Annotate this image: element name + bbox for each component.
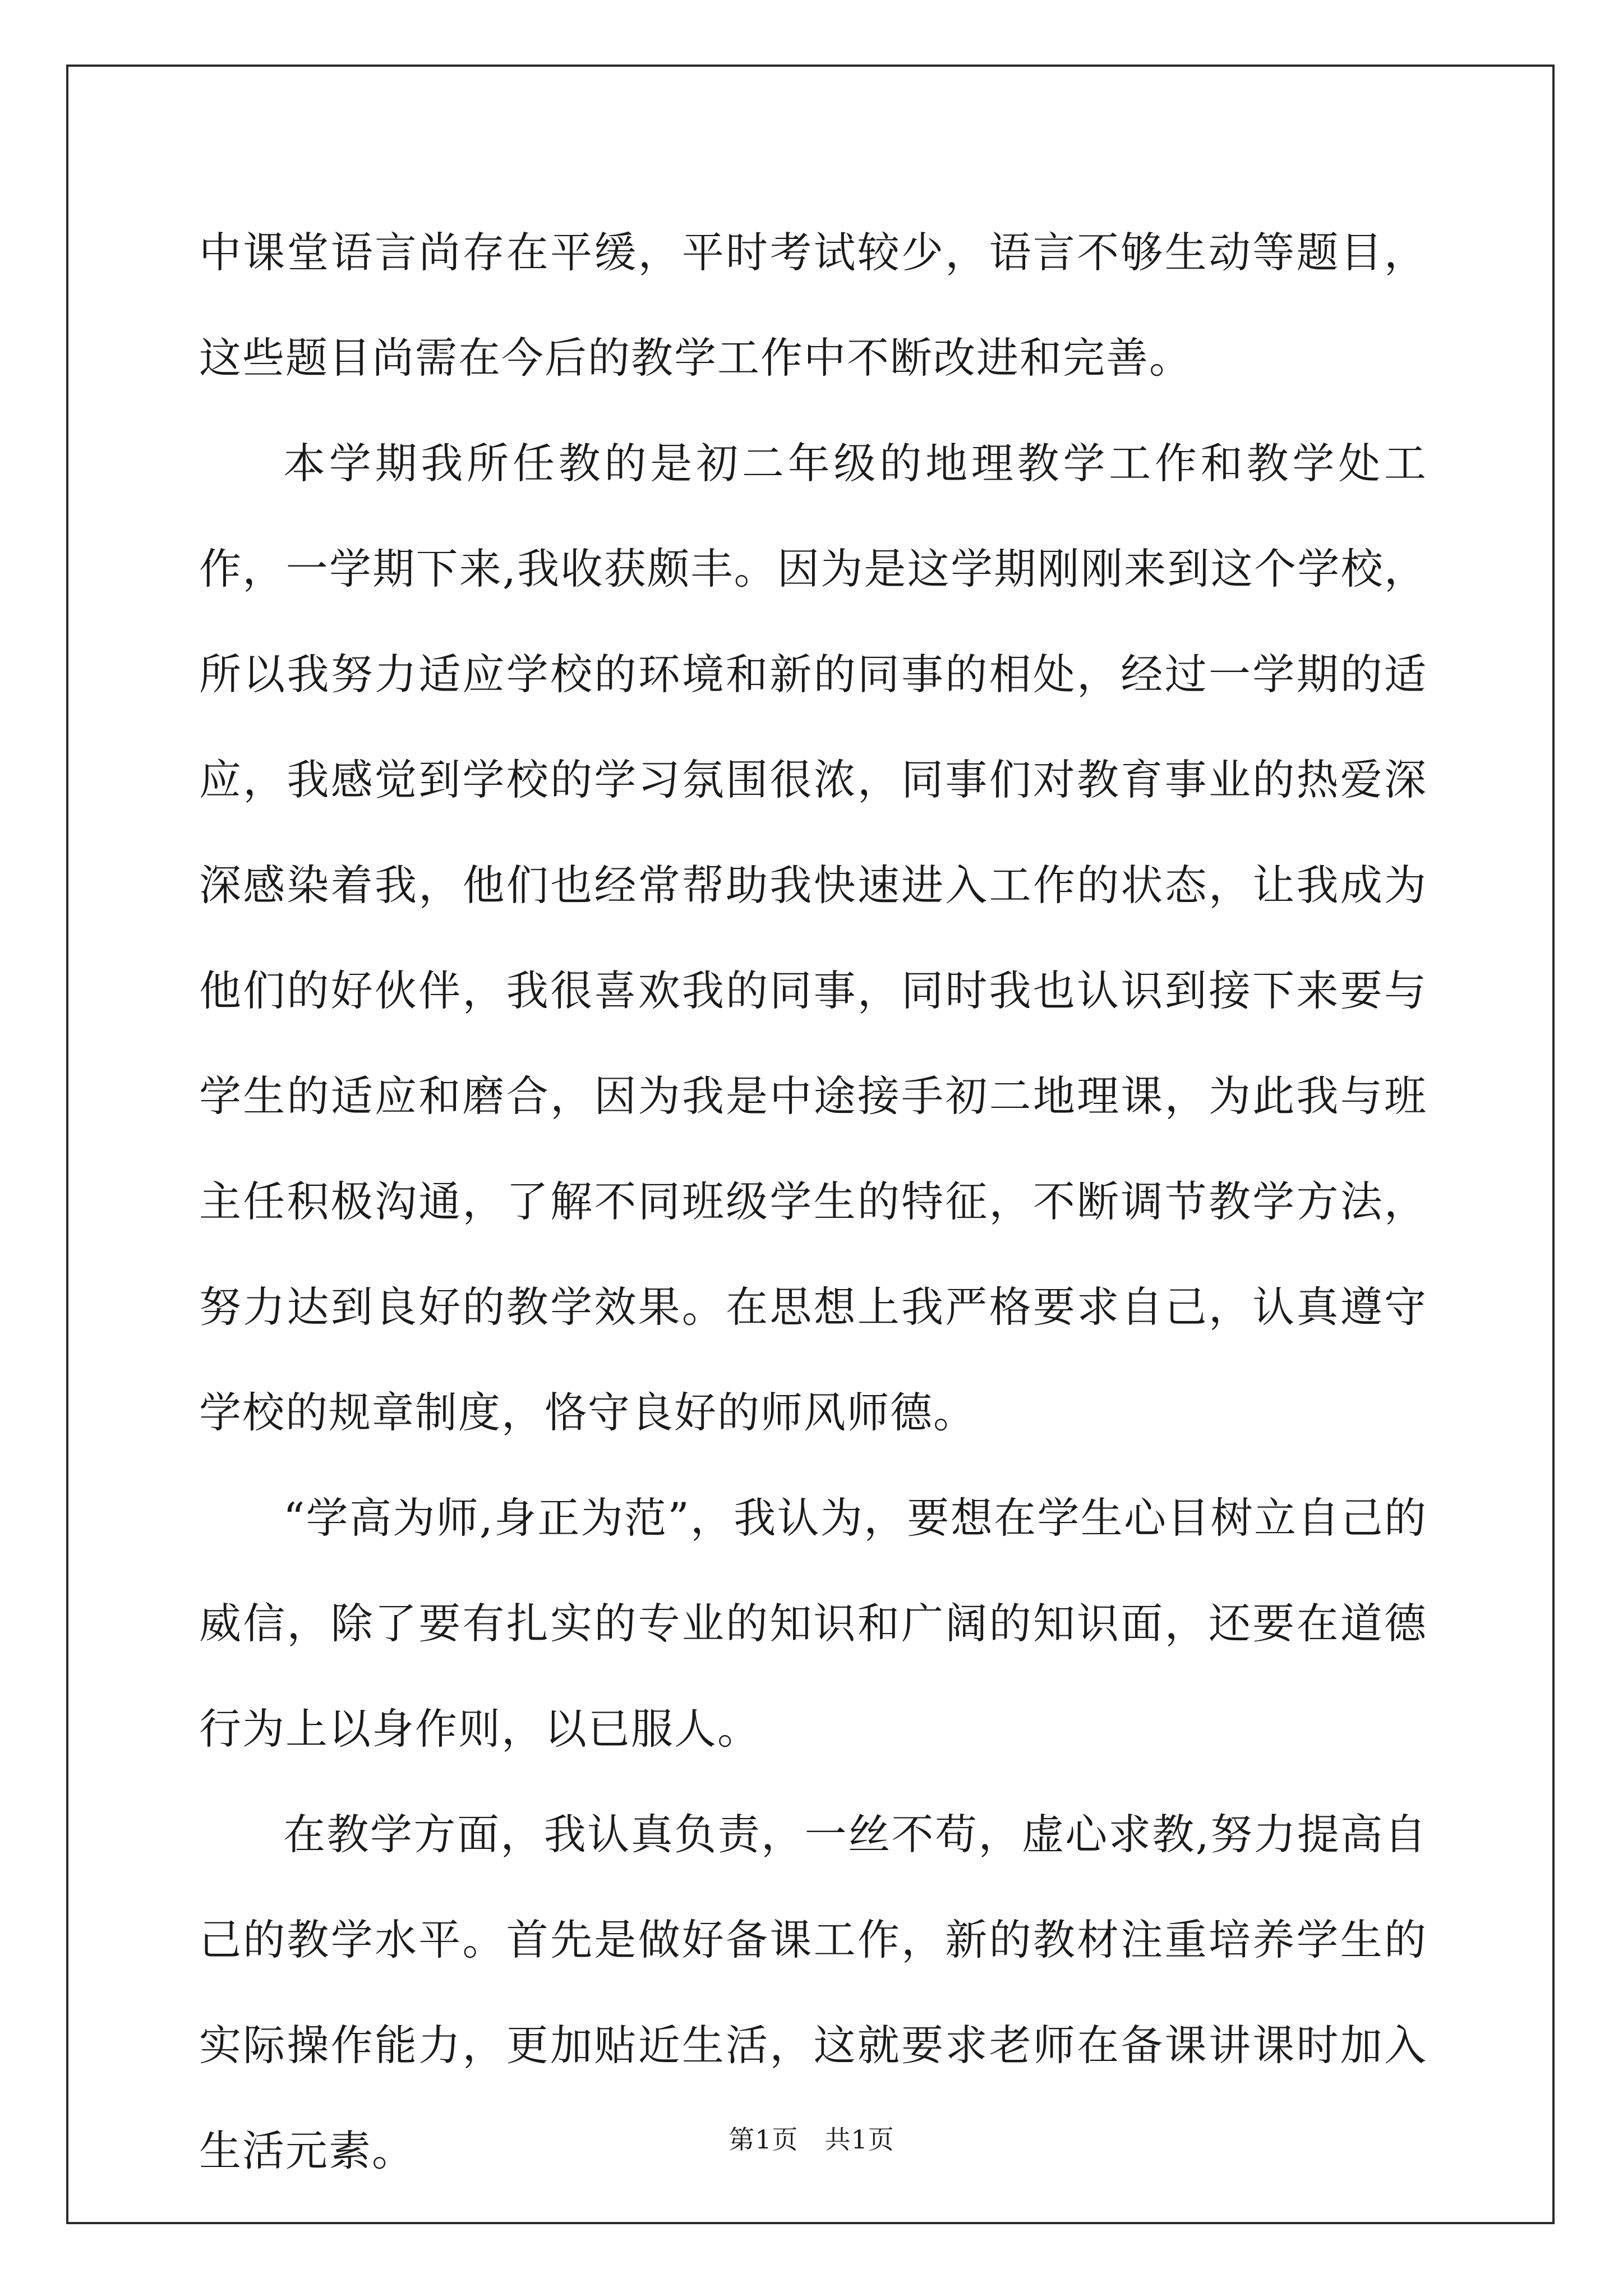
paragraph-4: 在教学方面，我认真负责，一丝不苟，虚心求教,努力提高自己的教学水平。首先是做好备课工作，新的教材注重培养学生的实际操作能力，更加贴近生活，这就要求老师在备课讲课时加入生活元素。 <box>199 1810 1427 2175</box>
page-number-footer: 第1页 共1页 <box>728 2124 895 2155</box>
paragraph-3: “学高为师,身正为范”，我认为，要想在学生心目树立自己的威信，除了要有扎实的专业的知识和广阔的知识面，还要在道德行为上以身作则，以已服人。 <box>199 1493 1427 1754</box>
paragraph-1: 中课堂语言尚存在平缓，平时考试较少，语言不够生动等题目，这些题目尚需在今后的教学工作中不断改进和完善。 <box>199 228 1427 383</box>
paragraph-2: 本学期我所任教的是初二年级的地理教学工作和教学处工作，一学期下来,我收获颇丰。因为是这学期刚刚来到这个学校，所以我努力适应学校的环境和新的同事的相处，经过一学期的适应，我感觉到学校的学习氛围很浓，同事们对教育事业的热爱深深感染着我，他们也经常帮助我快速进入工作的状态，让我成为他们的好伙伴，我很喜欢我的同事，同时我也认识到接下来要与学生的适应和磨合，因为我是中途接手初二地理课，为此我与班主任积极沟通，了解不同班级学生的特征，不断调节教学方法，努力达到良好的教学效果。在思想上我严格要求自己，认真遵守学校的规章制度，恪守良好的师风师德。 <box>199 439 1427 1437</box>
document-body <box>199 200 1427 2203</box>
